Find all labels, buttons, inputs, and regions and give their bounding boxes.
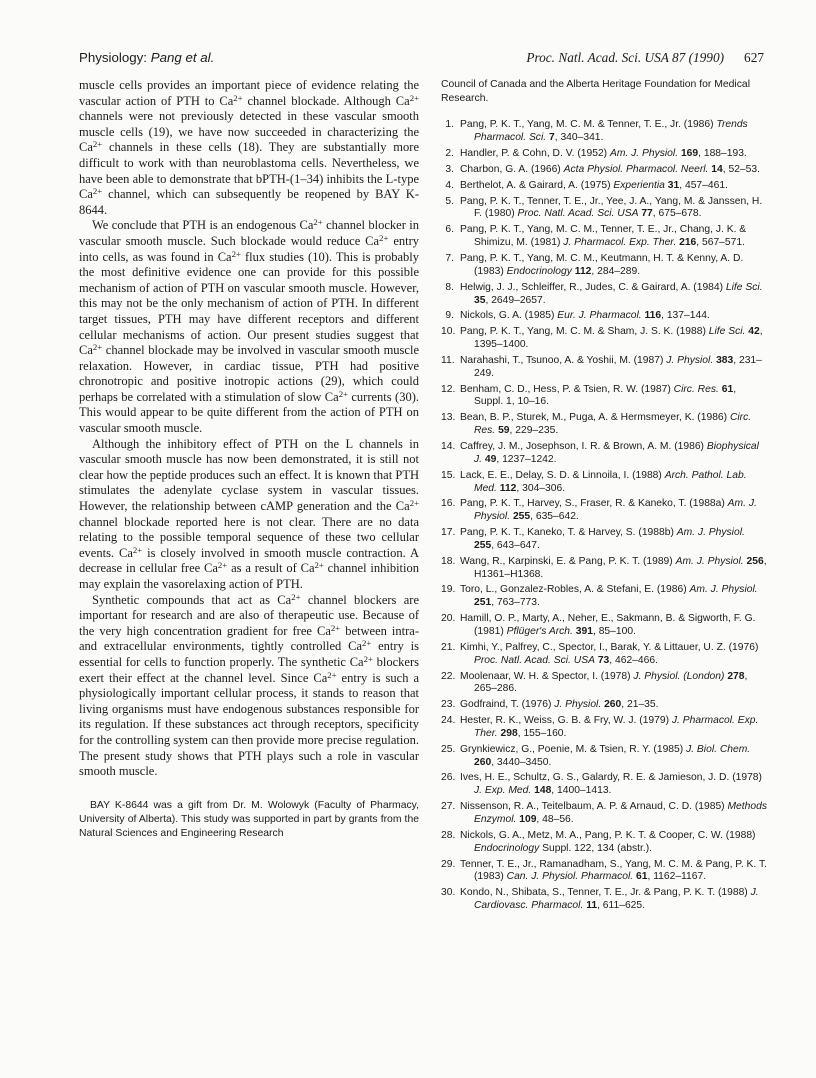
reference-journal: Am. J. Physiol. — [474, 498, 757, 523]
acknowledgment-continued: Council of Canada and the Alberta Heritage Foundation for Medical Research. — [441, 79, 751, 105]
superscript: 2+ — [314, 560, 324, 571]
reference-text: Pang, P. K. T., Harvey, S., Fraser, R. & Kaneko, T. (1988a) Am. J. Physiol. 255, 635–642. — [460, 498, 757, 523]
reference-number: 23. — [441, 699, 456, 711]
paragraph: Synthetic compounds that act as $Ca^{2+}$ channel blockers are important for research and are also of therapeutic use. Because of the very high concentration gradient for free $Ca^{2+}$ between intra- and extracellular environments, tightly controlled $Ca^{2+}$ entry is essential for cells to function properly. The synthetic $Ca^{2+}$ blockers exert their effect at the channel level. Since $Ca^{2+}$ entry is such a physiologically important cellular process, it stands to reason that living organisms must have endogenous substances responsible for its regulation. If these substances act through receptors, specificity for the controlling system can then provide more precise regulation. The present study shows that PTH plays such a role in vascular smooth muscle. — [79, 591, 419, 779]
header-right — [526, 50, 764, 66]
reference-volume: 383 — [716, 354, 734, 366]
reference-item — [441, 282, 767, 308]
superscript: 2+ — [92, 139, 103, 150]
reference-volume: 112 — [499, 482, 517, 494]
reference-item — [441, 355, 767, 381]
reference-text: Nickols, G. A. (1985) Eur. J. Pharmacol. 116, 137–144. — [460, 310, 710, 322]
reference-number: 12. — [441, 383, 456, 395]
reference-volume: 109 — [519, 814, 537, 826]
superscript: 2+ — [233, 92, 243, 103]
reference-text: Pang, P. K. T., Yang, M. C. M. & Tenner, T. E., Jr. (1986) Trends Pharmacol. Sci. 7, 340–341. — [460, 119, 748, 144]
reference-number: 11. — [441, 354, 455, 366]
reference-journal: J. Physiol. — [554, 699, 602, 711]
reference-volume: 148 — [534, 785, 552, 797]
reference-journal: Trends Pharmacol. Sci. — [474, 119, 748, 144]
reference-item — [441, 180, 767, 193]
acknowledgment: BAY K-8644 was a gift from Dr. M. Wolowyk (Faculty of Pharmacy, University of Alberta). This study was supported in part by grants from the Natural Sciences and Engineering Research — [79, 799, 419, 840]
reference-journal: Circ. Res. — [673, 383, 719, 395]
header-journal: Proc. Natl. Acad. Sci. USA 87 (1990) — [526, 50, 725, 65]
reference-item — [441, 326, 767, 352]
reference-text: Ives, H. E., Schultz, G. S., Galardy, R. E. & Jamieson, J. D. (1978) J. Exp. Med. 148, 1400–1413. — [460, 772, 762, 797]
reference-journal: Biophysical J. — [474, 440, 759, 465]
reference-item — [441, 310, 767, 323]
reference-text: Helwig, J. J., Schleiffer, R., Judes, C. & Gairard, A. (1984) Life Sci. 35, 2649–2657. — [460, 281, 763, 306]
superscript: 2+ — [291, 591, 301, 602]
reference-text: Pang, P. K. T., Yang, M. C. M., Tenner, T. E., Jr., Chang, J. K. & Shimizu, M. (1981) J. Pharmacol. Exp. Ther. 216, 567–571. — [460, 224, 747, 249]
reference-volume: 73 — [597, 654, 610, 666]
reference-journal: Proc. Natl. Acad. Sci. USA — [517, 208, 639, 220]
reference-journal: Am. J. Physiol. — [609, 148, 679, 160]
reference-text: Pang, P. K. T., Yang, M. C. M., Keutmann, H. T. & Kenny, A. D. (1983) Endocrinology 112, 284–289. — [460, 252, 744, 277]
reference-text: Nickols, G. A., Metz, M. A., Pang, P. K. T. & Cooper, C. W. (1988) Endocrinology Suppl. 122, 134 (abstr.). — [460, 829, 756, 854]
reference-number: 22. — [441, 670, 456, 682]
reference-volume: 42 — [748, 326, 760, 338]
superscript: 2+ — [132, 544, 143, 555]
reference-number: 19. — [441, 584, 456, 596]
superscript: 2+ — [379, 232, 389, 243]
reference-journal: Life Sci. — [708, 326, 746, 338]
reference-item — [441, 253, 767, 279]
reference-text: Pang, P. K. T., Tenner, T. E., Jr., Yee, J. A., Yang, M. & Janssen, H. F. (1980) Proc. Natl. Acad. Sci. USA 77, 675–678. — [460, 195, 763, 220]
reference-text: Toro, L., Gonzalez-Robles, A. & Stefani, E. (1986) Am. J. Physiol. 251, 763–773. — [460, 584, 758, 609]
reference-text: Lack, E. E., Delay, S. D. & Linnoila, I. (1988) Arch. Pathol. Lab. Med. 112, 304–306. — [460, 469, 747, 494]
reference-journal: Circ. Res. — [474, 412, 752, 437]
reference-number: 21. — [441, 641, 456, 653]
reference-volume: 298 — [500, 727, 518, 739]
reference-journal: Endocrinology — [474, 842, 540, 854]
reference-text: Moolenaar, W. H. & Spector, I. (1978) J. Physiol. (London) 278, 265–286. — [460, 670, 748, 695]
reference-item — [441, 441, 767, 467]
reference-journal: J. Exp. Med. — [474, 785, 532, 797]
header-authors: Pang et al. — [150, 50, 215, 65]
paragraph: Although the inhibitory effect of PTH on the L channels in vascular smooth muscle has now been demonstrated, it is still not clear how the peptide produces such an effect. It is known that PTH stimulates the adenylate cyclase system in vascular tissues. However, the relationship between cAMP generation and the $Ca^{2+}$ channel blockade reported here is not clear. There are no data relating to the possible temporal sequence of these two cellular events. $Ca^{2+}$ is closely involved in smooth muscle contraction. A decrease in cellular free $Ca^{2+}$ as a result of $Ca^{2+}$ channel inhibition may explain the vasorelaxing action of PTH. — [79, 436, 420, 591]
reference-item — [441, 527, 767, 553]
reference-item — [441, 801, 767, 827]
reference-number: 17. — [441, 527, 456, 539]
reference-journal: Proc. Natl. Acad. Sci. USA — [474, 654, 595, 666]
reference-item — [441, 744, 767, 770]
reference-volume: 251 — [474, 597, 492, 609]
reference-number: 27. — [441, 801, 456, 813]
reference-journal: Life Sci. — [725, 281, 763, 293]
reference-volume: 11 — [586, 900, 598, 912]
reference-volume: 278 — [727, 670, 745, 682]
superscript: 2+ — [338, 388, 348, 399]
reference-number: 24. — [441, 715, 456, 727]
superscript: 2+ — [217, 560, 228, 571]
superscript: 2+ — [330, 622, 341, 633]
reference-item — [441, 699, 767, 712]
reference-volume: 14 — [711, 163, 723, 175]
reference-journal: Methods Enzymol. — [474, 801, 767, 826]
reference-text: Handler, P. & Cohn, D. V. (1952) Am. J. Physiol. 169, 188–193. — [460, 148, 747, 160]
reference-text: Charbon, G. A. (1966) Acta Physiol. Pharmacol. Neerl. 14, 52–53. — [460, 163, 760, 175]
reference-item — [441, 715, 767, 741]
reference-text: Pang, P. K. T., Yang, M. C. M. & Sham, J. S. K. (1988) Life Sci. 42, 1395–1400. — [460, 326, 763, 351]
superscript: 2+ — [92, 342, 103, 353]
reference-item — [441, 119, 767, 145]
reference-text: Pang, P. K. T., Kaneko, T. & Harvey, S. (1988b) Am. J. Physiol. 255, 643–647. — [460, 527, 745, 551]
reference-item — [441, 830, 767, 856]
reference-item — [441, 859, 767, 885]
reference-list — [441, 119, 767, 913]
reference-number: 25. — [441, 743, 456, 755]
reference-item — [441, 224, 767, 250]
reference-item — [441, 642, 767, 668]
reference-item — [441, 887, 767, 913]
superscript: 2+ — [92, 186, 103, 197]
reference-item — [441, 164, 767, 177]
reference-item — [441, 498, 767, 524]
reference-text: Wang, R., Karpinski, E. & Pang, P. K. T. (1989) Am. J. Physiol. 256, H1361–H1368. — [460, 555, 767, 580]
reference-volume: 255 — [474, 539, 492, 551]
reference-journal: J. Physiol. — [666, 354, 714, 366]
reference-volume: 256 — [746, 555, 764, 567]
superscript: 2+ — [363, 653, 373, 664]
reference-item — [441, 148, 767, 161]
reference-journal: J. Biol. Chem. — [686, 743, 751, 755]
reference-number: 7. — [445, 252, 454, 264]
page-number: 627 — [744, 50, 764, 65]
superscript: 2+ — [409, 498, 419, 509]
reference-journal: Can. J. Physiol. Pharmacol. — [506, 871, 634, 883]
superscript: 2+ — [231, 248, 241, 259]
header-section: Physiology: — [79, 50, 151, 65]
reference-volume: 116 — [644, 310, 662, 322]
reference-text: Kondo, N., Shibata, S., Tenner, T. E., Jr. & Pang, P. K. T. (1988) J. Cardiovasc. Pharmacol. 11, 611–625. — [460, 887, 759, 912]
reference-text: Grynkiewicz, G., Poenie, M. & Tsien, R. Y. (1985) J. Biol. Chem. 260, 3440–3450. — [460, 743, 751, 768]
reference-number: 14. — [441, 440, 456, 452]
header-left — [79, 50, 214, 65]
superscript: 2+ — [313, 217, 323, 228]
reference-item — [441, 613, 767, 639]
reference-volume: 31 — [667, 179, 680, 191]
reference-item — [441, 384, 767, 410]
reference-item — [441, 671, 767, 697]
reference-text: Hamill, O. P., Marty, A., Neher, E., Sakmann, B. & Sigworth, F. G. (1981) Pflüger's Arch. 391, 85–100. — [460, 613, 756, 638]
reference-text: Berthelot, A. & Gairard, A. (1975) Experientia 31, 457–461. — [460, 179, 728, 191]
reference-volume: 169 — [680, 148, 699, 160]
reference-volume: 260 — [604, 699, 622, 711]
reference-item — [441, 556, 767, 582]
reference-journal: Am. J. Physiol. — [675, 555, 744, 567]
reference-text: Godfraind, T. (1976) J. Physiol. 260, 21–35. — [460, 699, 659, 711]
reference-text: Nissenson, R. A., Teitelbaum, A. P. & Arnaud, C. D. (1985) Methods Enzymol. 109, 48–56. — [460, 801, 767, 826]
reference-number: 8. — [445, 281, 454, 293]
left-column — [79, 78, 419, 841]
reference-text: Narahashi, T., Tsunoo, A. & Yoshii, M. (1987) J. Physiol. 383, 231–249. — [460, 354, 762, 379]
reference-text: Kimhi, Y., Palfrey, C., Spector, I., Barak, Y. & Littauer, U. Z. (1976) Proc. Natl. Acad. Sci. USA 73, 462–466. — [460, 641, 759, 666]
reference-volume: 112 — [574, 265, 592, 277]
reference-volume: 260 — [474, 756, 492, 768]
superscript: 2+ — [362, 638, 372, 649]
reference-volume: 61 — [636, 871, 648, 883]
reference-volume: 77 — [641, 208, 653, 220]
paragraph: muscle cells provides an important piece of evidence relating the vascular action of PTH to $Ca^{2+}$ channel blockade. Although $Ca^{2+}$ channels were not previously detected in these vascular smooth muscle cells (19), we have now succeeded in characterizing the $Ca^{2+}$ channels in these cells (18). They are substantially more difficult to work with than neuroblastoma cells. Nevertheless, we have been able to demonstrate that bPTH-(1–34) inhibits the L-type $Ca^{2+}$ channel, which can subsequently be reopened by BAY K-8644. — [79, 78, 419, 217]
reference-number: 2. — [445, 148, 454, 160]
reference-volume: 49 — [484, 453, 497, 465]
reference-volume: 61 — [721, 383, 734, 395]
reference-number: 1. — [445, 119, 454, 131]
reference-number: 16. — [441, 498, 456, 510]
right-column — [441, 78, 767, 916]
reference-journal: Am. J. Physiol. — [676, 527, 745, 539]
reference-number: 28. — [441, 829, 456, 841]
reference-volume: 35 — [474, 294, 486, 306]
reference-volume: 255 — [512, 511, 531, 523]
reference-number: 26. — [441, 772, 456, 784]
reference-journal: J. Pharmacol. Exp. Ther. — [474, 715, 759, 739]
reference-volume: 216 — [679, 237, 697, 249]
reference-number: 3. — [445, 163, 454, 175]
reference-item — [441, 584, 767, 610]
reference-text: Caffrey, J. M., Josephson, I. R. & Brown, A. M. (1986) Biophysical J. 49, 1237–1242. — [460, 440, 759, 465]
reference-text: Bean, B. P., Sturek, M., Puga, A. & Hermsmeyer, K. (1986) Circ. Res. 59, 229–235. — [460, 412, 752, 437]
reference-journal: Endocrinology — [506, 265, 572, 277]
reference-journal: Arch. Pathol. Lab. Med. — [474, 469, 747, 494]
reference-number: 9. — [445, 310, 454, 322]
reference-number: 5. — [445, 195, 454, 207]
reference-journal: J. Cardiovasc. Pharmacol. — [474, 887, 759, 912]
reference-journal: Experientia — [613, 179, 665, 191]
reference-journal: J. Pharmacol. Exp. Ther. — [563, 237, 677, 249]
reference-number: 4. — [445, 179, 454, 191]
reference-journal: Eur. J. Pharmacol. — [557, 310, 642, 322]
reference-number: 13. — [441, 412, 456, 424]
reference-text: Benham, C. D., Hess, P. & Tsien, R. W. (1987) Circ. Res. 61, Suppl. 1, 10–16. — [460, 383, 737, 408]
reference-number: 30. — [441, 887, 456, 899]
reference-volume: 7 — [548, 132, 555, 144]
reference-number: 10. — [441, 326, 456, 338]
superscript: 2+ — [327, 669, 337, 680]
reference-journal: Am. J. Physiol. — [689, 584, 758, 596]
paragraph: We conclude that PTH is an endogenous $Ca^{2+}$ channel blocker in vascular smooth muscle. Such blockade would reduce $Ca^{2+}$ entry into cells, as was found in $Ca^{2+}$ flux studies (10). This is probably the most definitive evidence one can provide for this possible mechanism of action of PTH on vascular smooth muscle. However, this may not be the only mechanism of action of PTH. In different target tissues, PTH may have different receptors and different cellular mechanisms of action. Our present studies suggest that $Ca^{2+}$ channel blockade may be involved in vascular smooth muscle relaxation. However, in cardiac tissue, PTH had positive chronotropic and positive inotropic actions (29), which could perhaps be correlated with a stimulation of slow $Ca^{2+}$ currents (30). This would appear to be quite different from the action of PTH on vascular smooth muscle. — [79, 217, 420, 436]
reference-number: 20. — [441, 613, 456, 625]
reference-number: 29. — [441, 858, 456, 870]
reference-volume: 59 — [498, 425, 510, 437]
reference-journal: J. Physiol. (London) — [633, 670, 725, 682]
reference-number: 18. — [441, 555, 456, 567]
superscript: 2+ — [409, 92, 419, 103]
reference-number: 15. — [441, 469, 456, 481]
running-header — [79, 50, 764, 72]
reference-journal: Pflüger's Arch. — [506, 626, 573, 638]
reference-number: 6. — [445, 224, 454, 236]
reference-text: Hester, R. K., Weiss, G. B. & Fry, W. J. (1979) J. Pharmacol. Exp. Ther. 298, 155–160. — [460, 715, 759, 739]
reference-item — [441, 470, 767, 496]
reference-item — [441, 196, 767, 222]
reference-item — [441, 412, 767, 438]
reference-item — [441, 772, 767, 798]
reference-text: Tenner, T. E., Jr., Ramanadham, S., Yang, M. C. M. & Pang, P. K. T. (1983) Can. J. Physiol. Pharmacol. 61, 1162–1167. — [460, 858, 767, 883]
reference-journal: Acta Physiol. Pharmacol. Neerl. — [563, 163, 709, 175]
reference-volume: 391 — [575, 626, 593, 638]
